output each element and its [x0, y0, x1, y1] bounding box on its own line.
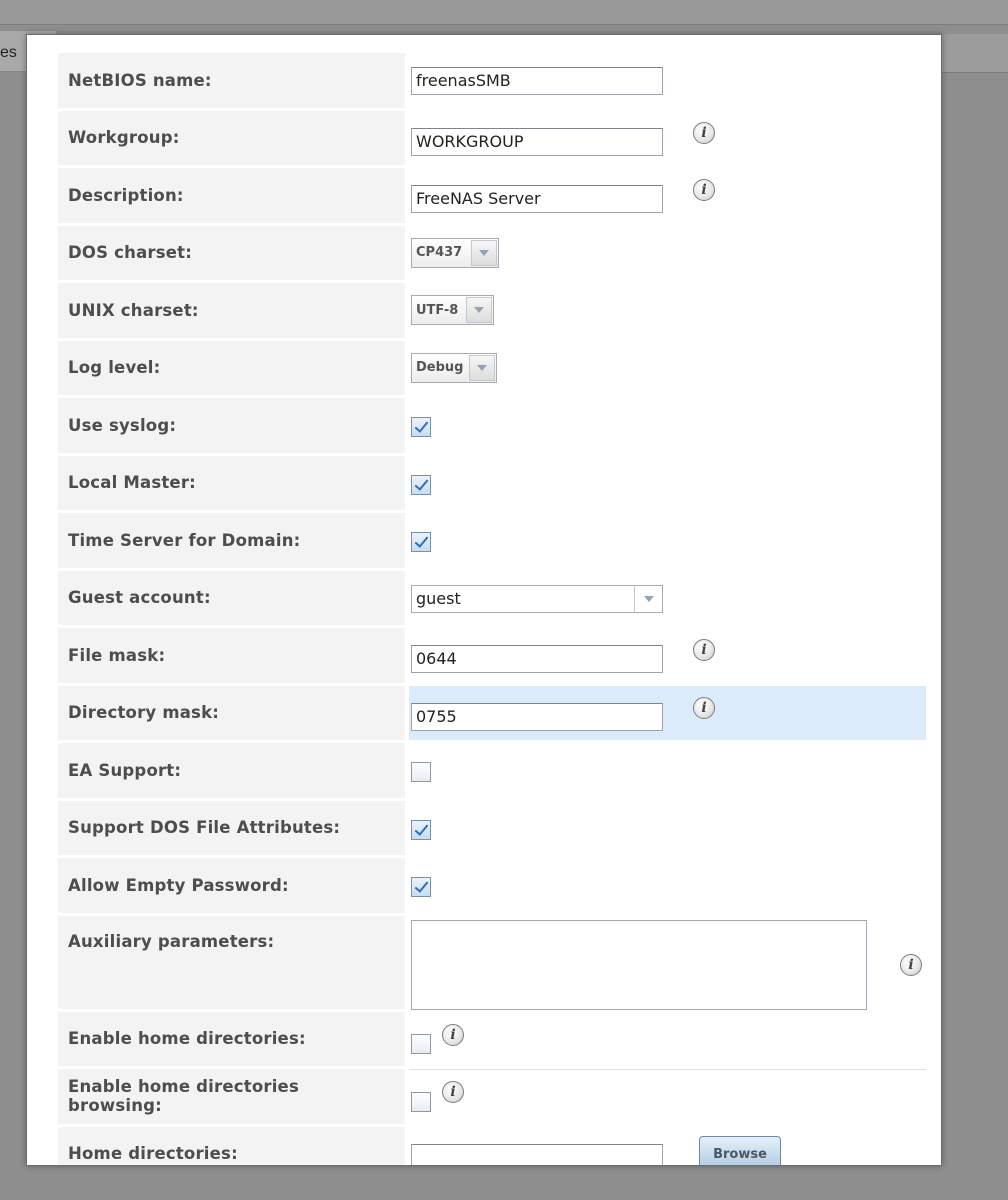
log-level-label: Log level: [58, 341, 405, 397]
directory-mask-input[interactable]: 0755 [411, 703, 663, 731]
browse-button[interactable]: Browse [699, 1136, 781, 1167]
row-workgroup [58, 111, 926, 169]
dos-charset-select[interactable] [411, 238, 499, 268]
row-dos-attributes [58, 801, 926, 859]
info-icon[interactable]: i [442, 1024, 464, 1046]
row-directory-mask [58, 686, 926, 744]
ea-support-label: EA Support: [58, 743, 405, 799]
local-master-checkbox[interactable] [411, 475, 431, 495]
time-server-checkbox[interactable] [411, 532, 431, 552]
use-syslog-checkbox[interactable] [411, 417, 431, 437]
row-local-master [58, 456, 926, 514]
row-empty-password [58, 858, 926, 916]
file-mask-label: File mask: [58, 628, 405, 684]
background-header-strip [940, 34, 1008, 73]
home-dirs-enable-checkbox[interactable] [411, 1034, 431, 1054]
info-icon[interactable]: i [693, 122, 715, 144]
guest-account-value: guest [416, 589, 461, 608]
row-ea-support [58, 743, 926, 801]
background-topbar [0, 0, 1008, 25]
log-level-select[interactable] [411, 353, 497, 383]
dos-attributes-label: Support DOS File Attributes: [58, 801, 405, 857]
background-tab-label: es [0, 44, 17, 61]
workgroup-input[interactable]: WORKGROUP [411, 128, 663, 156]
workgroup-label: Workgroup: [58, 111, 405, 167]
row-home-dirs-enable [58, 1012, 926, 1070]
row-aux-params [58, 916, 926, 1012]
home-dirs-label: Home directories: [58, 1127, 405, 1167]
unix-charset-value: UTF-8 [416, 302, 459, 318]
empty-password-checkbox[interactable] [411, 877, 431, 897]
row-unix-charset [58, 283, 926, 341]
cifs-settings-dialog [26, 34, 942, 1166]
file-mask-input[interactable]: 0644 [411, 645, 663, 673]
info-icon[interactable]: i [900, 954, 922, 976]
home-dirs-input[interactable] [411, 1144, 663, 1167]
unix-charset-label: UNIX charset: [58, 283, 405, 339]
guest-account-label: Guest account: [58, 571, 405, 627]
row-netbios-name [58, 53, 926, 111]
chevron-down-icon[interactable] [471, 240, 497, 266]
row-guest-account [58, 571, 926, 629]
netbios-name-input[interactable]: freenasSMB [411, 67, 663, 95]
cifs-settings-form [58, 53, 926, 1166]
directory-mask-highlight [409, 686, 926, 741]
row-description [58, 168, 926, 226]
row-time-server [58, 513, 926, 571]
row-log-level [58, 341, 926, 399]
time-server-label: Time Server for Domain: [58, 513, 405, 569]
ea-support-checkbox[interactable] [411, 762, 431, 782]
dos-charset-label: DOS charset: [58, 226, 405, 282]
row-dos-charset [58, 226, 926, 284]
info-icon[interactable]: i [693, 697, 715, 719]
guest-account-select[interactable] [411, 585, 663, 613]
directory-mask-label: Directory mask: [58, 686, 405, 742]
unix-charset-select[interactable] [411, 295, 494, 325]
empty-password-label: Allow Empty Password: [58, 858, 405, 914]
row-home-dirs-browse [58, 1069, 926, 1127]
use-syslog-label: Use syslog: [58, 398, 405, 454]
chevron-down-icon[interactable] [466, 297, 492, 323]
local-master-label: Local Master: [58, 456, 405, 512]
aux-params-textarea[interactable] [411, 920, 867, 1010]
home-dirs-browse-checkbox[interactable] [411, 1092, 431, 1112]
dos-charset-value: CP437 [416, 245, 463, 260]
log-level-value: Debug [416, 360, 464, 375]
row-use-syslog [58, 398, 926, 456]
netbios-name-label: NetBIOS name: [58, 53, 405, 109]
info-icon[interactable]: i [693, 639, 715, 661]
row-file-mask [58, 628, 926, 686]
info-icon[interactable]: i [442, 1081, 464, 1103]
chevron-down-icon[interactable] [634, 586, 662, 612]
row-home-dirs [58, 1127, 926, 1167]
info-icon[interactable]: i [693, 179, 715, 201]
dos-attributes-checkbox[interactable] [411, 820, 431, 840]
aux-params-label: Auxiliary parameters: [58, 916, 405, 1010]
home-dirs-browse-label: Enable home directories browsing: [58, 1069, 405, 1125]
description-label: Description: [58, 168, 405, 224]
home-dirs-enable-label: Enable home directories: [58, 1012, 405, 1068]
description-input[interactable]: FreeNAS Server [411, 185, 663, 213]
chevron-down-icon[interactable] [469, 355, 495, 381]
